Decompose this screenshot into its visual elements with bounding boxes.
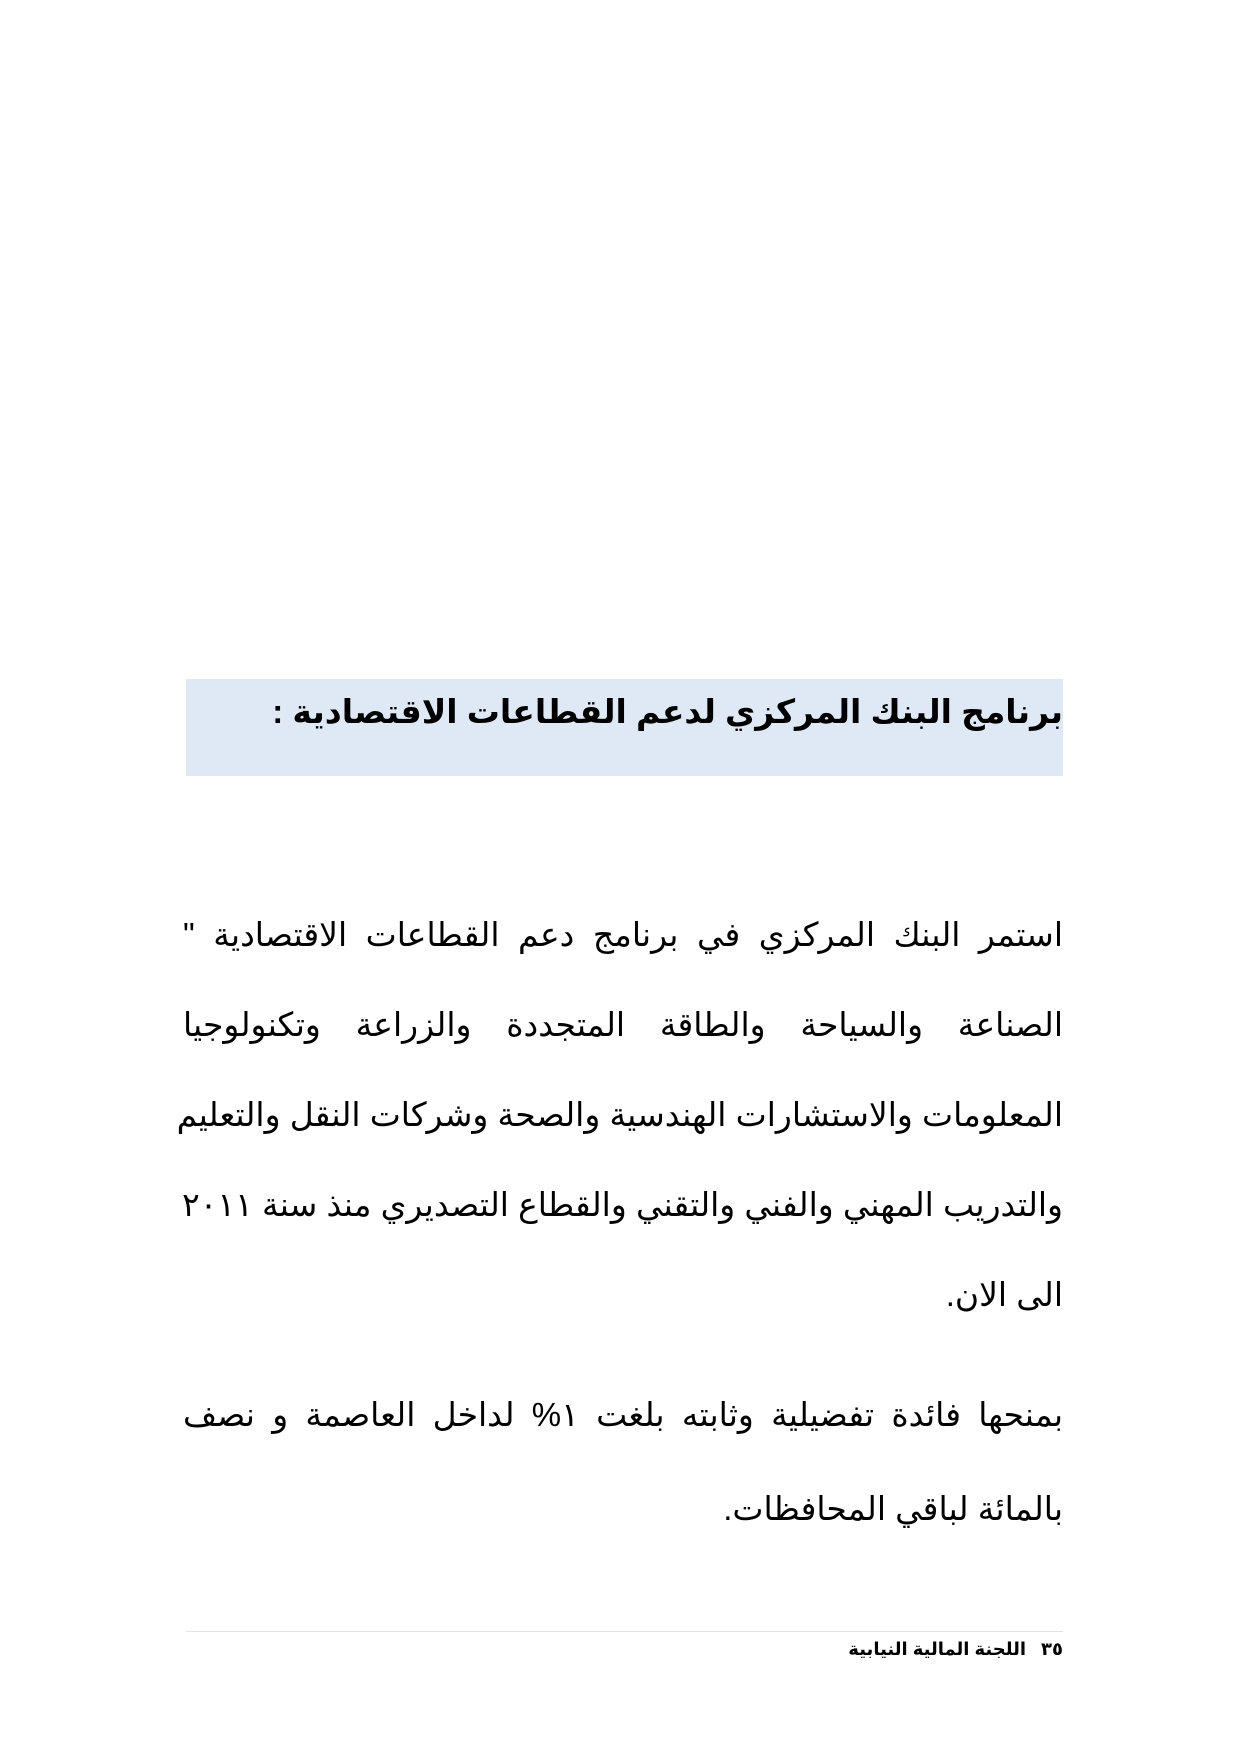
footer-committee-name: اللجنة المالية النيابية [848, 1639, 1026, 1659]
body-line-5: الى الان. [945, 1276, 1063, 1313]
page-footer [848, 1636, 1063, 1662]
body-line-7: بالمائة لباقي المحافظات. [723, 1490, 1063, 1527]
body-line-1: استمر البنك المركزي في برنامج دعم القطاعات الاقتصادية " [183, 916, 1063, 953]
footer-divider [186, 1631, 1063, 1632]
body-line-2: الصناعة والسياحة والطاقة المتجددة والزراعة وتكنولوجيا [183, 1006, 1063, 1043]
page-number: ٣٥ [1041, 1639, 1063, 1659]
body-line-6: بمنحها فائدة تفضيلية وثابته بلغت ١% لداخل العاصمة و نصف [183, 1396, 1064, 1433]
body-line-4: والتدريب المهني والفني والتقني والقطاع التصديري منذ سنة ٢٠١١ [181, 1186, 1063, 1223]
section-heading-band [186, 679, 1063, 776]
section-heading: برنامج البنك المركزي لدعم القطاعات الاقتصادية : [272, 693, 1063, 730]
body-line-3: المعلومات والاستشارات الهندسية والصحة وشركات النقل والتعليم [176, 1096, 1063, 1133]
